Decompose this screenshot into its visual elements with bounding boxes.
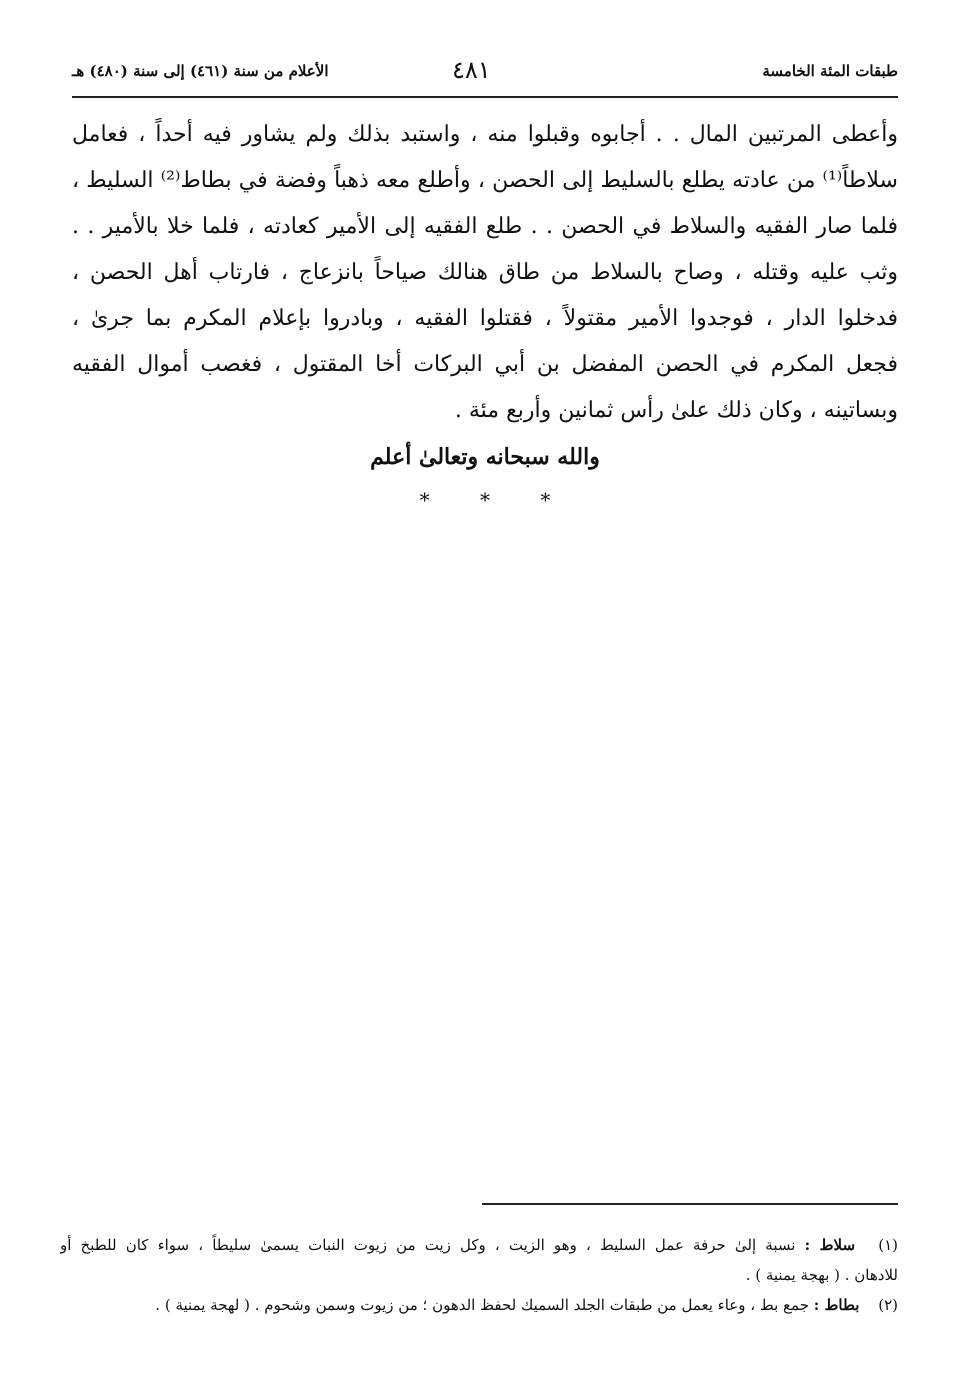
closing-phrase: والله سبحانه وتعالىٰ أعلم — [370, 444, 600, 470]
chapter-title: الأعلام من سنة (٤٦١) إلى سنة (٤٨٠) هـ — [72, 62, 329, 80]
text-line: سلاطاً⁽¹⁾ من عادته يطلع بالسليط إلى الحصن ، وأطلع معه ذهباً وفضة في بطاط⁽²⁾ السليط ، — [72, 168, 898, 193]
footnote-number: (٢) — [878, 1296, 898, 1314]
section-title: طبقات المئة الخامسة — [762, 62, 898, 80]
main-text — [72, 112, 898, 520]
text-line: وأعطى المرتبين المال . . أجابوه وقبلوا منه ، واستبد بذلك ولم يشاور فيه أحداً ، فعامل — [72, 122, 898, 147]
text-line: فجعل المكرم في الحصن المفضل بن أبي البركات أخا المقتول ، فغصب أموال الفقيه — [72, 352, 898, 377]
page-number: ٤٨١ — [452, 56, 491, 84]
footnotes — [60, 1230, 898, 1320]
footnote-separator — [482, 1203, 898, 1205]
text-line: فدخلوا الدار ، فوجدوا الأمير مقتولاً ، فقتلوا الفقيه ، وبادروا بإعلام المكرم بما جرىٰ ، — [72, 306, 898, 331]
footnote-text: للادهان . ( بهجة يمنية ) . — [745, 1266, 898, 1284]
text-line: فلما صار الفقيه والسلاط في الحصن . . طلع الفقيه إلى الأمير كعادته ، فلما خلا بالأمير . . — [72, 214, 898, 239]
footnote-text: جمع بط ، وعاء يعمل من طبقات الجلد السميك لحفظ الدهون ؛ من زيوت وسمن وشحوم . ( لهجة يمنية ) . — [155, 1296, 809, 1314]
text-line: وبساتينه ، وكان ذلك علىٰ رأس ثمانين وأربع مئة . — [454, 398, 898, 423]
footnote-2 — [60, 1290, 898, 1320]
running-header — [72, 58, 898, 92]
footnote-1-continued — [60, 1260, 898, 1290]
text-line: وثب عليه وقتله ، وصاح بالسلاط من طاق هنالك صياحاً بانزعاج ، فارتاب أهل الحصن ، — [72, 260, 898, 285]
footnote-1 — [60, 1230, 898, 1260]
footnote-term: سلاط : — [804, 1236, 856, 1254]
footnote-term: بطاط : — [813, 1296, 860, 1314]
section-divider-stars: * * * — [419, 488, 573, 512]
header-rule — [72, 96, 898, 98]
footnote-text: نسبة إلىٰ حرفة عمل السليط ، وهو الزيت ، وكل زيت من زيوت النبات يسمىٰ سليطاً ، سواء كان للطبخ أو — [60, 1236, 796, 1254]
footnote-number: (١) — [878, 1236, 898, 1254]
